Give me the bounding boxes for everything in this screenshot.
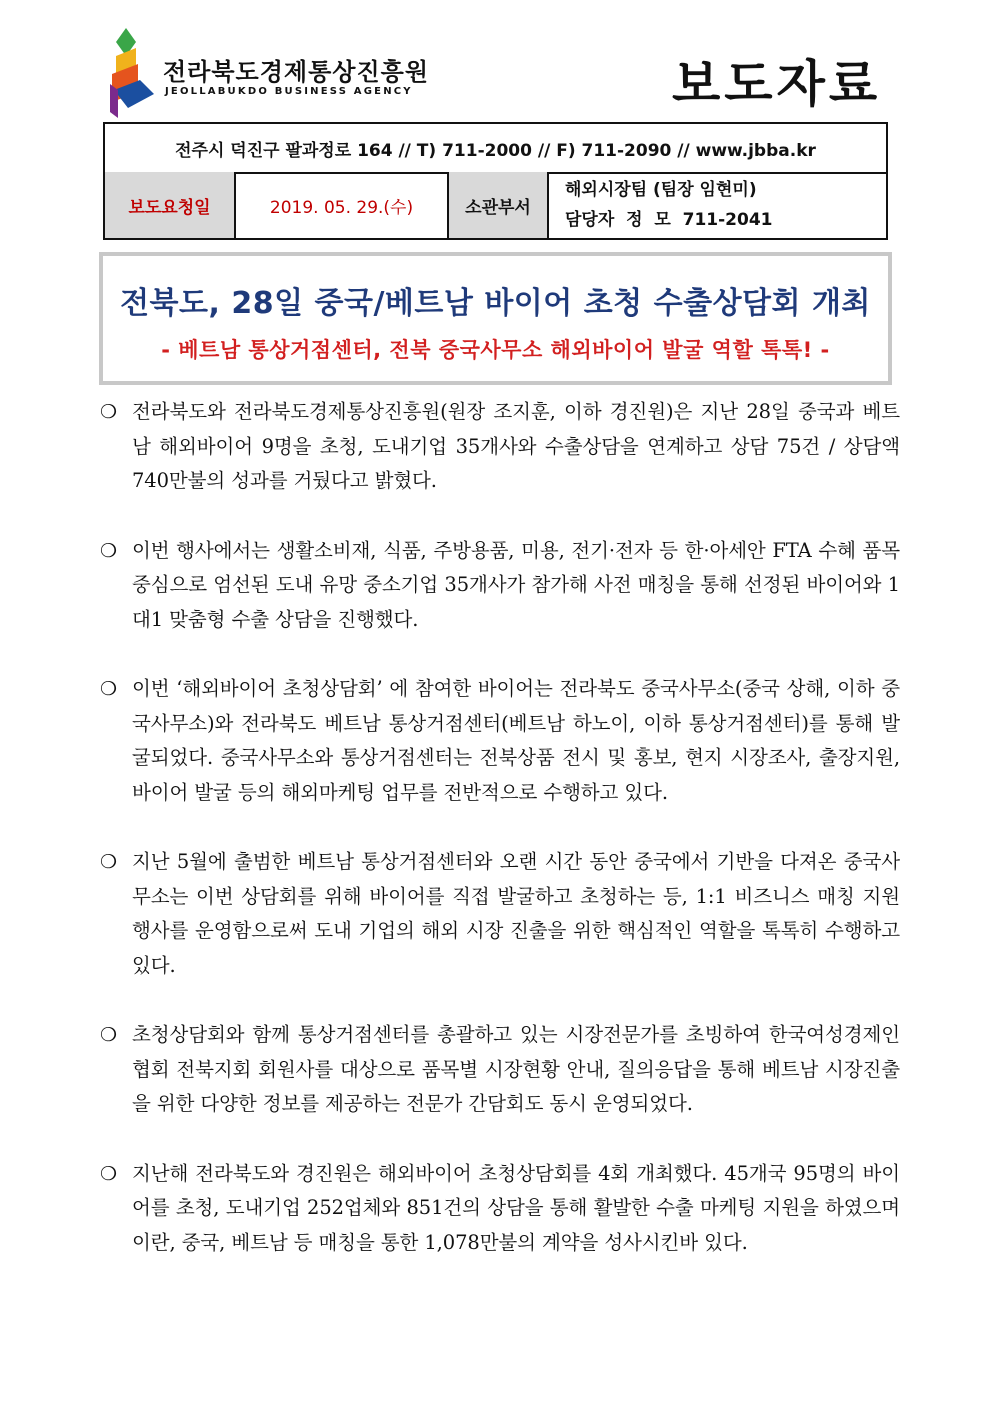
- paragraph-text: 지난 5월에 출범한 베트남 통상거점센터와 오랜 시간 동안 중국에서 기반을 다져온 중국사무소는 이번 상담회를 위해 바이어를 직접 발굴하고 초청하는 등, 1:1 비즈니스 매칭 지원 행사를 운영함으로써 도내 기업의 해외 시장 진출을 위한 핵심적인 역할을 톡톡히 수행하고 있다.: [132, 850, 900, 977]
- dept-line-team: 해외시장팀 (팀장 임현미): [565, 180, 757, 200]
- headline-box: [99, 252, 892, 385]
- paragraph-text: 이번 ‘해외바이어 초청상담회’ 에 참여한 바이어는 전라북도 중국사무소(중국 상해, 이하 중국사무소)와 전라북도 베트남 통상거점센터(베트남 하노이, 이하 통상거점센터)를 통해 발굴되었다. 중국사무소와 통상거점센터는 전북상품 전시 및 홍보, 현지 시장조사, 출장지원, 바이어 발굴 등의 해외마케팅 업무를 전반적으로 수행하고 있다.: [132, 677, 900, 804]
- org-logo-mark: [108, 28, 160, 120]
- paragraph: [100, 395, 900, 499]
- dept-label: 소관부서: [449, 172, 549, 238]
- headline-subtitle: - 베트남 통상거점센터, 전북 중국사무소 해외바이어 발굴 역할 톡톡! -: [161, 338, 830, 362]
- article-body: [100, 395, 900, 1295]
- dept-line-contact: 담당자 정 모 711-2041: [565, 210, 773, 230]
- paragraph: [100, 1018, 900, 1122]
- org-name-en: JEOLLABUKDO BUSINESS AGENCY: [165, 86, 413, 97]
- dept-info: [549, 172, 886, 238]
- paragraph: [100, 534, 900, 638]
- bullet-icon: ❍: [100, 1024, 117, 1046]
- paragraph-text: 이번 행사에서는 생활소비재, 식품, 주방용품, 미용, 전기·전자 등 한·아세안 FTA 수혜 품목 중심으로 엄선된 도내 유망 중소기업 35개사가 참가해 사전 매칭을 통해 선정된 바이어와 1대1 맞춤형 수출 상담을 진행했다.: [132, 538, 900, 631]
- paragraph-text: 초청상담회와 함께 통상거점센터를 총괄하고 있는 시장전문가를 초빙하여 한국여성경제인협회 전북지회 회원사를 대상으로 품목별 시장현황 안내, 질의응답을 통해 베트남 시장진출을 위한 다양한 정보를 제공하는 전문가 간담회도 동시 운영되었다.: [132, 1023, 900, 1115]
- info-table: [103, 122, 888, 240]
- bullet-icon: ❍: [100, 401, 117, 423]
- doc-type-heading: 보도자료: [672, 55, 882, 113]
- paragraph-text: 지난해 전라북도와 경진원은 해외바이어 초청상담회를 4회 개최했다. 45개국 95명의 바이어를 초청, 도내기업 252업체와 851건의 상담을 통해 활발한 수출 마케팅 지원을 하였으며 이란, 중국, 베트남 등 매칭을 통한 1,078만불의 계약을 성사시킨바 있다.: [132, 1161, 900, 1254]
- org-name-ko: 전라북도경제통상진흥원: [163, 58, 430, 86]
- request-date-label: 보도요청일: [105, 172, 236, 238]
- paragraph-text: 전라북도와 전라북도경제통상진흥원(원장 조지훈, 이하 경진원)은 지난 28일 중국과 베트남 해외바이어 9명을 초청, 도내기업 35개사와 수출상담을 연계하고 상담 75건 / 상담액 740만불의 성과를 거뒀다고 밝혔다.: [132, 400, 900, 492]
- paragraph: [100, 1157, 900, 1261]
- bullet-icon: ❍: [100, 539, 117, 562]
- contact-line: 전주시 덕진구 팔과정로 164 // T) 711-2000 // F) 711-2090 // www.jbba.kr: [105, 124, 886, 174]
- headline-title: 전북도, 28일 중국/베트남 바이어 초청 수출상담회 개최: [120, 286, 871, 321]
- bullet-icon: ❍: [100, 678, 117, 700]
- org-logo: [108, 28, 428, 118]
- request-date: 2019. 05. 29.(수): [236, 172, 449, 238]
- bullet-icon: ❍: [100, 851, 117, 873]
- paragraph: [100, 845, 900, 983]
- paragraph: [100, 672, 900, 810]
- bullet-icon: ❍: [100, 1162, 117, 1185]
